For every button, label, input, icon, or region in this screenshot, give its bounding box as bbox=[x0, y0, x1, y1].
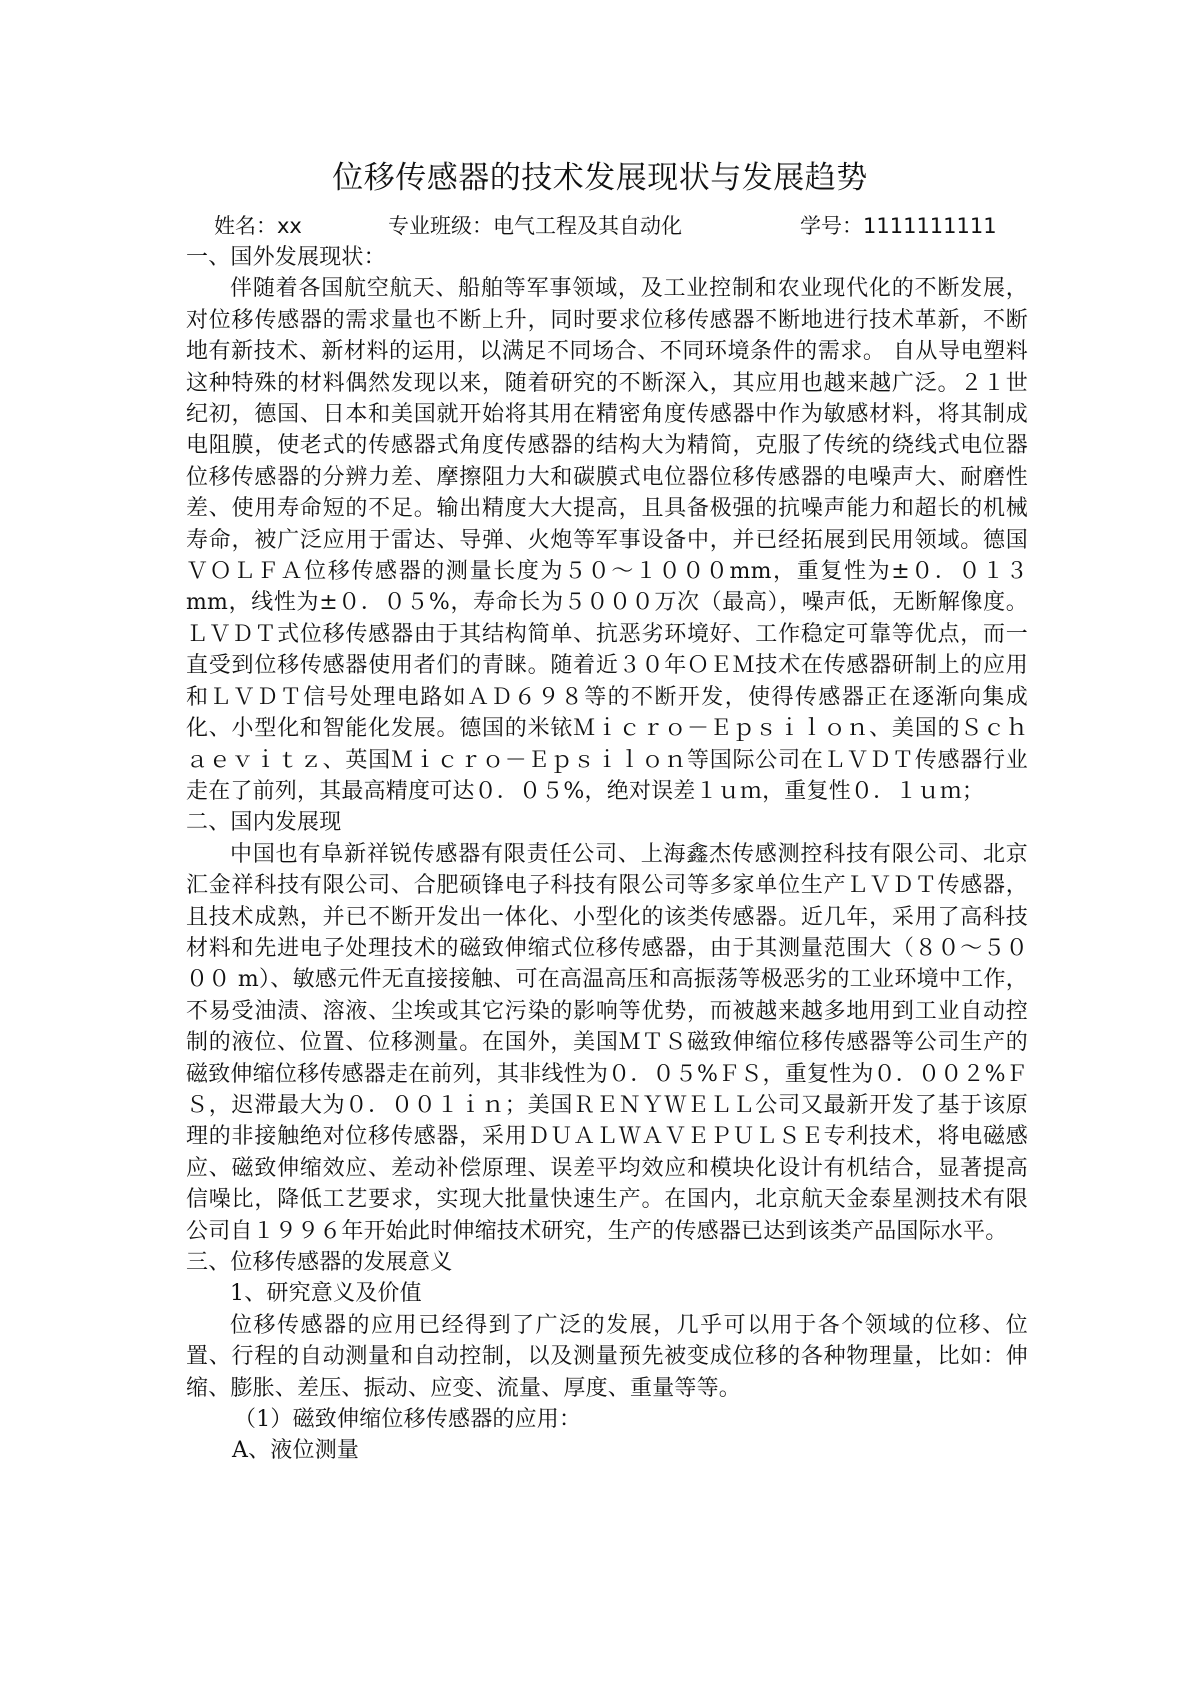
subsection-heading-level-measurement: A、液位测量 bbox=[232, 1438, 360, 1464]
section-heading-domestic: 二、国内发展现 bbox=[186, 810, 342, 836]
paragraph-research-value: 位移传感器的应用已经得到了广泛的发展，几乎可以用于各个领域的位移、位置、行程的自动测量和自动控制，以及测量预先被变成位移的各种物理量，比如：伸缩、膨胀、差压、振动、应变、流量、厚度、重量等等。 bbox=[186, 1312, 1028, 1401]
document-title: 位移传感器的技术发展现状与发展趋势 bbox=[332, 160, 868, 196]
section-heading-foreign: 一、国外发展现状： bbox=[186, 245, 386, 270]
document-body bbox=[186, 242, 1028, 1467]
major-class: 专业班级：电气工程及其自动化 bbox=[388, 214, 682, 238]
subsection-heading-application: （1）磁致伸缩位移传感器的应用： bbox=[234, 1407, 582, 1433]
subsection-heading-research: 1、研究意义及价值 bbox=[230, 1281, 422, 1307]
section-heading-significance: 三、位移传感器的发展意义 bbox=[186, 1250, 453, 1275]
paragraph-domestic-development: 中国也有阜新祥锐传感器有限责任公司、上海鑫杰传感测控科技有限公司、北京汇金祥科技有限公司、合肥硕锋电子科技有限公司等多家单位生产ＬＶＤＴ传感器，且技术成熟，并已不断开发出一体化、小型化的该类传感器。近几年，采用了高科技材料和先进电子处理技术的磁致伸缩式位移传感器，由于其测量范围大（８０～５０００ m）、敏感元件无直接接触、可在高温高压和高振荡等极恶劣的工业环境中工作，不易受油渍、溶液、尘埃或其它污染的影响等优势，而被越来越多地用到工业自动控制的液位、位置、位移测量。在国外，美国ＭＴＳ磁致伸缩位移传感器等公司生产的磁致伸缩位移传感器走在前列，其非线性为０．０５%ＦＳ，重复性为０．００２%ＦＳ，迟滞最大为０．００１ｉｎ；美国ＲＥＮＹＷＥＬＬ公司又最新开发了基于该原理的非接触绝对位移传感器，采用ＤＵＡＬＷＡＶＥＰＵＬＳＥ专利技术，将电磁感应、磁致伸缩效应、差动补偿原理、误差平均效应和模块化设计有机结合，显著提高信噪比，降低工艺要求，实现大批量快速生产。在国内，北京航天金泰星测技术有限公司自１９９６年开始此时伸缩技术研究，生产的传感器已达到该类产品国际水平。 bbox=[186, 841, 1028, 1244]
student-id: 学号：1111111111 bbox=[800, 214, 997, 238]
author-name: 姓名：xx bbox=[214, 214, 302, 238]
paragraph-foreign-development: 伴随着各国航空航天、船舶等军事领域，及工业控制和农业现代化的不断发展，对位移传感器的需求量也不断上升，同时要求位移传感器不断地进行技术革新，不断地有新技术、新材料的运用，以满足不同场合、不同环境条件的需求。 自从导电塑料这种特殊的材料偶然发现以来，随着研究的不断深入，其应用也越来越广泛。２１世纪初，德国、日本和美国就开始将其用在精密角度传感器中作为敏感材料，将其制成电阻膜，使老式的传感器式角度传感器的结构大为精简，克服了传统的绕线式电位器位移传感器的分辨力差、摩擦阻力大和碳膜式电位器位移传感器的电噪声大、耐磨性差、使用寿命短的不足。输出精度大大提高，且具备极强的抗噪声能力和超长的机械寿命，被广泛应用于雷达、导弹、火炮等军事设备中，并已经拓展到民用领域。德国ＶＯＬＦＡ位移传感器的测量长度为５０～１０００mm，重复性为±０．０１３mm，线性为±０．０５%，寿命长为５０００万次（最高），噪声低，无断解像度。 ＬＶＤＴ式位移传感器由于其结构简单、抗恶劣环境好、工作稳定可靠等优点，而一直受到位移传感器使用者们的青睐。随着近３０年ＯＥＭ技术在传感器研制上的应用和ＬＶＤＴ信号处理电路如ＡＤ６９８等的不断开发，使得传感器正在逐渐向集成化、小型化和智能化发展。德国的米铱Ｍｉｃｒｏ－Ｅｐｓｉｌｏｎ、美国的Ｓｃｈａｅｖｉｔｚ、英国Ｍｉｃｒｏ－Ｅｐｓｉｌｏｎ等国际公司在ＬＶＤＴ传感器行业走在了前列，其最高精度可达０．０５%，绝对误差１ｕｍ，重复性０．１ｕｍ； bbox=[186, 276, 1028, 804]
